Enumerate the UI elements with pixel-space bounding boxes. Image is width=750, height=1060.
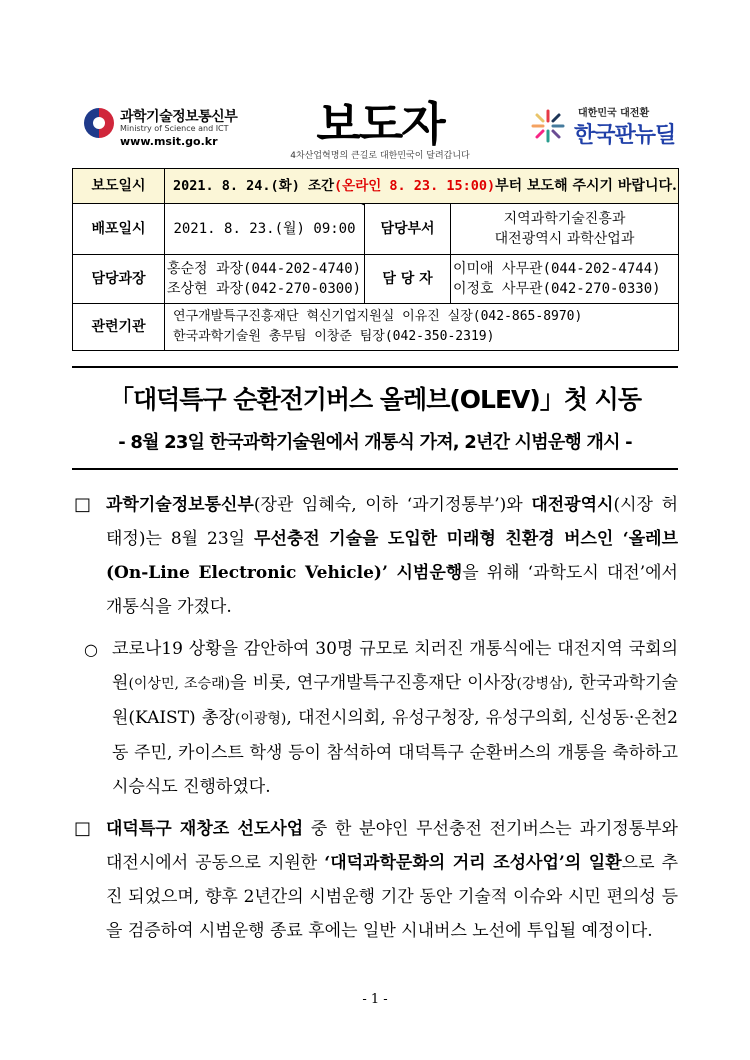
report-date-value: 2021. 8. 24.(화) 조간(온라인 8. 23. 15:00)부터 보도해 주시기 바랍니다.: [165, 169, 679, 204]
department-label: 담당부서: [365, 204, 451, 255]
paragraph-1: 과학기술정보통신부(장관 임혜숙, 이하 ‘과기정통부’)와 대전광역시(시장 허태정)는 8월 23일 무선충전 기술을 도입한 미래형 친환경 버스인 ‘올레브(On-Line Electronic Vehicle)’ 시범운행을 위해 ‘과학도시 대전’에서 개통식을 가졌다.: [106, 495, 678, 617]
manager-value: 홍순정 과장(044-202-4740) 조상현 과장(042-270-0300): [165, 255, 365, 304]
related-org-row: [73, 304, 679, 351]
manager-label: 담당과장: [73, 255, 165, 304]
press-info-table: [72, 168, 679, 351]
new-deal-tagline: 대한민국 대전환: [578, 108, 650, 119]
page-title: 보도자: [316, 97, 444, 151]
distribution-label: 배포일시: [73, 204, 165, 255]
headline: 「대덕특구 순환전기버스 올레브(OLEV)」첫 시동: [109, 385, 641, 414]
new-deal-logo: [530, 100, 680, 155]
paragraph-3-bullet: □: [74, 818, 92, 839]
page-number: - 1 -: [362, 992, 388, 1007]
report-date-label: 보도일시: [73, 169, 165, 204]
headline-box: [72, 366, 678, 470]
manager-row: [73, 255, 679, 304]
paragraph-2: 코로나19 상황을 감안하여 30명 규모로 치러진 개통식에는 대전지역 국회의원(이상민, 조승래)을 비롯, 연구개발특구진흥재단 이사장(강병삼), 한국과학기술원(KAIST) 총장(이광형), 대전시의회, 유성구청장, 유성구의회, 신성동·온천2동 주민, 카이스트 학생 등이 참석하여 대덕특구 순환버스의 개통을 축하하고 시승식도 진행하였다.: [112, 639, 679, 797]
paragraph-3: 대덕특구 재창조 선도사업 중 한 분야인 무선충전 전기버스는 과기정통부와 대전시에서 공동으로 지원한 ‘대덕과학문화의 거리 조성사업’의 일환으로 추진 되었으며, 향후 2년간의 시범운행 기간 동안 기술적 이슈와 시민 편의성 등을 검증하여 시범운행 종료 후에는 일반 시내버스 노선에 투입될 예정이다.: [106, 819, 678, 941]
distribution-row: [73, 204, 679, 255]
department-value: 지역과학기술진흥과 대전광역시 과학산업과: [451, 204, 679, 255]
subheadline: - 8월 23일 한국과학기술원에서 개통식 가져, 2년간 시범운행 개시 -: [118, 432, 632, 453]
new-deal-mark-icon: [530, 108, 566, 144]
page-subtitle: 4차산업혁명의 큰길로 대한민국이 달려갑니다: [290, 151, 470, 161]
ministry-name-en: Ministry of Science and ICT: [120, 124, 229, 133]
report-date-row: [73, 169, 679, 204]
new-deal-name: 한국판뉴딜: [574, 123, 676, 148]
staff-value: 이미애 사무관(044-202-4744) 이정호 사무관(042-270-0330): [451, 255, 679, 304]
distribution-value: 2021. 8. 23.(월) 09:00: [165, 204, 365, 255]
staff-label: 담 당 자: [365, 255, 451, 304]
ministry-logo: [84, 106, 284, 156]
paragraph-2-bullet: ○: [84, 640, 98, 659]
ministry-name-ko: 과학기술정보통신부: [120, 109, 238, 125]
ministry-url: www.msit.go.kr: [120, 135, 218, 148]
related-org-value: 연구개발특구진흥재단 혁신기업지원실 이유진 실장(042-865-8970) 한국과학기술원 총무팀 이창준 팀장(042-350-2319): [165, 304, 679, 351]
online-release-time: (온라인 8. 23. 15:00): [334, 178, 496, 194]
related-org-label: 관련기관: [73, 304, 165, 351]
paragraph-1-bullet: □: [74, 494, 92, 515]
government-emblem-icon: [84, 108, 114, 138]
